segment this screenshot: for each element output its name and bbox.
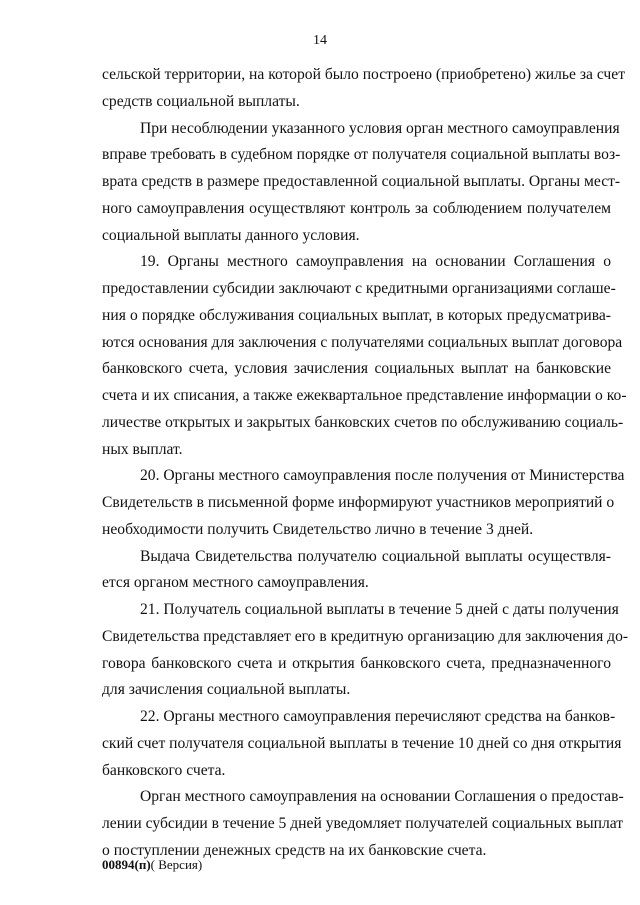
text-line: сельской территории, на которой было построено (приобретено) жилье за счет xyxy=(102,66,626,83)
body-text xyxy=(102,62,629,865)
text-line: 21. Получатель социальной выплаты в течение 5 дней с даты получения xyxy=(140,601,619,618)
text-line: для зачисления социальной выплаты. xyxy=(102,681,351,699)
text-line: 22. Органы местного самоуправления перечисляют средства на банков- xyxy=(140,708,616,725)
text-line: говора банковского счета и открытия банковского счета, предназначенного xyxy=(102,654,611,672)
text-line: Орган местного самоуправления на основании Соглашения о предостав- xyxy=(140,788,624,806)
text-line: ного самоуправления осуществляют контроль за соблюдением получателем xyxy=(102,199,611,217)
text-line: 20. Органы местного самоуправления после получения от Министерства xyxy=(140,467,625,485)
text-line: ются основания для заключения с получателями социальных выплат договора xyxy=(102,333,623,351)
text-line: Свидетельств в письменной форме информируют участников мероприятий о xyxy=(102,494,615,511)
version-note: ( Версия) xyxy=(150,857,203,872)
text-line: ется органом местного самоуправления. xyxy=(102,574,369,592)
text-line: ных выплат. xyxy=(102,440,183,458)
text-line: Свидетельства представляет его в кредитную организацию для заключения до- xyxy=(102,627,629,645)
text-line: врата средств в размере предоставленной социальной выплаты. Органы мест- xyxy=(102,173,621,190)
page-number: 14 xyxy=(313,33,327,48)
text-line: Выдача Свидетельства получателю социальной выплаты осуществля- xyxy=(140,547,611,565)
text-line: 19. Органы местного самоуправления на основании Соглашения о xyxy=(140,253,611,271)
text-line: о поступлении денежных средств на их банковские счета. xyxy=(102,841,487,859)
text-line: ский счет получателя социальной выплаты в течение 10 дней со дня открытия xyxy=(102,734,622,752)
text-line: банковского счета. xyxy=(102,761,226,779)
text-line: необходимости получить Свидетельство лично в течение 3 дней. xyxy=(102,520,534,538)
document-code: 00894(п) xyxy=(102,857,151,872)
document-footer xyxy=(102,857,202,873)
text-line: лении субсидии в течение 5 дней уведомляет получателей социальных выплат xyxy=(102,815,624,832)
text-line: При несоблюдении указанного условия орган местного самоуправления xyxy=(140,119,620,137)
text-line: личестве открытых и закрытых банковских счетов по обслуживанию социаль- xyxy=(102,413,624,431)
text-line: счета и их списания, а также ежеквартальное представление информации о ко- xyxy=(102,387,627,404)
text-line: предоставлении субсидии заключают с кредитными организациями соглаше- xyxy=(102,280,616,297)
text-line: ния о порядке обслуживания социальных выплат, в которых предусматрива- xyxy=(102,306,611,324)
text-line: социальной выплаты данного условия. xyxy=(102,226,360,244)
text-line: средств социальной выплаты. xyxy=(102,92,300,110)
text-line: банковского счета, условия зачисления социальных выплат на банковские xyxy=(102,360,611,378)
text-line: вправе требовать в судебном порядке от получателя социальной выплаты воз- xyxy=(102,146,621,164)
